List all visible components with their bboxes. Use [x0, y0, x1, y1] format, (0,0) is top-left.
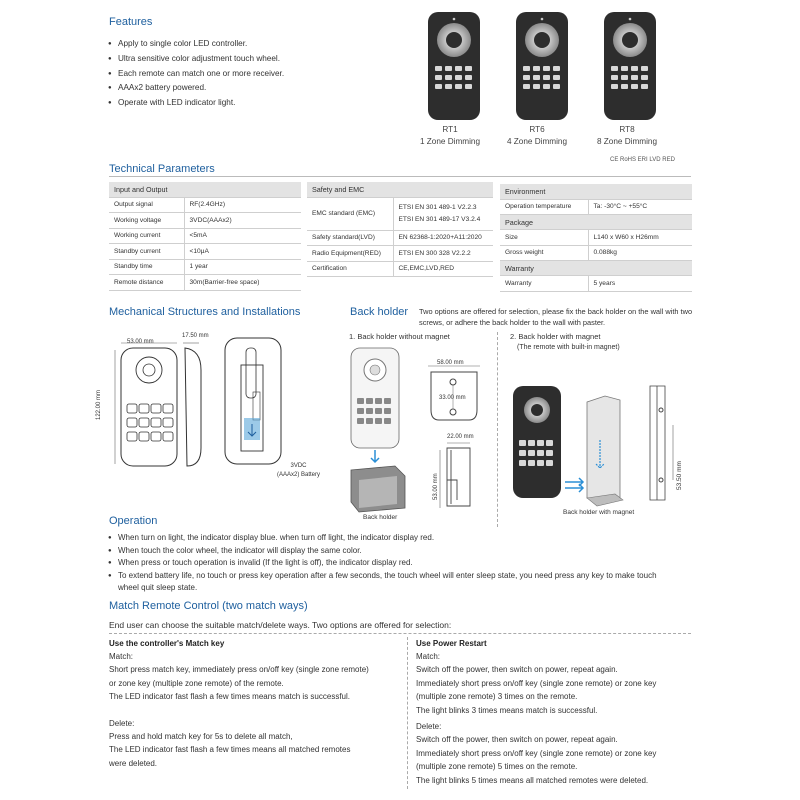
operation-item: ● When press or touch operation is invalid (If the light is off), the indicator display red. [108, 557, 698, 570]
match-right-title: Use Power Restart [416, 639, 487, 648]
match-line: Immediately short press on/off key (single zone remote) or zone key [416, 678, 657, 688]
emc-value: ETSI EN 301 489-1 V2.2.3 [398, 203, 477, 211]
match-line: Immediately short press on/off key (single zone remote) or zone key [416, 748, 657, 758]
certification-marks: CE RoHS ERI LVD RED [610, 157, 675, 163]
match-line: (multiple zone remote) 5 times on the remote. [416, 762, 578, 772]
match-line: Match: [416, 652, 441, 661]
table-row: Operation temperature Ta: -30°C ~ +55°C [500, 199, 692, 215]
match-line: were deleted. [109, 758, 158, 768]
table-row: Gross weight 0.088kg [500, 245, 692, 261]
match-line: (multiple zone remote) 3 times on the remote. [416, 692, 578, 702]
match-line: The light blinks 5 times means all matched remotes were deleted. [416, 775, 649, 785]
holder-without-magnet-drawing [345, 340, 495, 520]
back-holder-desc: Two options are offered for selection, please fix the back holder on the wall with two screws, or adhere the back holder to the wall with paster. [419, 307, 693, 327]
package-header: Package [500, 215, 692, 230]
remote-product-images [420, 10, 690, 122]
mechanical-drawing [105, 330, 305, 475]
holder-with-magnet-drawing [505, 380, 695, 510]
io-table [109, 182, 301, 291]
remote-model: RT6 [529, 125, 545, 134]
remote-rt8-image [604, 12, 656, 120]
table-row: Output signal RF(2.4GHz) [109, 197, 301, 213]
feature-item: ● Each remote can match one or more receiver. [108, 67, 408, 82]
remote-rt8-caption [582, 124, 672, 148]
match-line: Delete: [109, 718, 135, 728]
operation-list [108, 532, 698, 582]
divider [497, 332, 498, 527]
match-line: Short press match key, immediately press on/off key (single zone remote) [109, 665, 369, 675]
feature-item: ● Ultra sensitive color adjustment touch wheel. [108, 52, 408, 67]
feature-item: ● Apply to single color LED controller. [108, 37, 408, 52]
match-left-column [109, 637, 404, 770]
match-line: The LED indicator fast flash a few times means all matched remotes [109, 745, 351, 755]
holder-caption1: Back holder [363, 514, 398, 521]
remote-desc: 8 Zone Dimming [596, 137, 658, 146]
remote-model: RT1 [442, 125, 458, 134]
dim-height-label: 122.00 mm [96, 389, 102, 420]
holder-dim-a: 58.00 mm [437, 360, 464, 366]
match-left-title: Use the controller's Match key [109, 639, 225, 648]
dim-depth-label: 17.50 mm [182, 333, 209, 339]
table-row: Safety standard(LVD) EN 62368-1:2020+A11:2020 [307, 230, 493, 246]
remote-rt6-image [516, 12, 568, 120]
operation-item: ● When touch the color wheel, the indicator will display the same color. [108, 545, 698, 558]
dim-width-label: 53.00 mm [127, 339, 154, 345]
operation-item: ● To extend battery life, no touch or press key operation after a few seconds, the touch wheel will enter sleep state, you need press any key to make touch [108, 570, 698, 583]
remote-rt1-image [428, 12, 480, 120]
match-line: Press and hold match key for 5s to delete all match, [109, 732, 293, 742]
table-row: Working voltage 3VDC(AAAx2) [109, 213, 301, 229]
divider [109, 176, 691, 177]
safety-table [307, 182, 493, 277]
holder-dim-b: 33.00 mm [439, 395, 466, 401]
match-title: Match Remote Control (two match ways) [109, 600, 308, 612]
mech-title: Mechanical Structures and Installations [109, 306, 301, 318]
match-line [109, 704, 404, 717]
remote-model: RT8 [619, 125, 635, 134]
table-row: Working current <5mA [109, 228, 301, 244]
table-row: Standby time 1 year [109, 259, 301, 275]
warranty-header: Warranty [500, 261, 692, 276]
remote-desc: 4 Zone Dimming [506, 137, 568, 146]
back-holder-title: Back holder [350, 306, 409, 318]
holder-dim-d: 53.00 mm [433, 473, 439, 500]
battery-label: 3VDC (AAAx2) Battery [277, 463, 321, 478]
table-row: Standby current <10μA [109, 244, 301, 260]
env-header: Environment [500, 184, 692, 199]
match-intro: End user can choose the suitable match/delete ways. Two options are offered for selection: [109, 620, 452, 630]
holder-caption2: Back holder with magnet [563, 509, 635, 516]
match-line: The LED indicator fast flash a few times means match is successful. [109, 692, 350, 702]
environment-table [500, 184, 692, 292]
divider [109, 633, 691, 634]
holder-dim-e: 53.50 mm [676, 461, 683, 490]
match-line: The light blinks 3 times means match is successful. [416, 705, 598, 715]
table-row: Radio Equipment(RED) ETSI EN 300 328 V2.2.2 [307, 246, 493, 262]
tech-params-title: Technical Parameters [109, 163, 215, 175]
holder-option2-label: 2. Back holder with magnet [510, 332, 601, 341]
holder-option2-sub: (The remote with built-in magnet) [517, 344, 620, 351]
features-list [108, 37, 408, 111]
emc-value: ETSI EN 301 489-17 V3.2.4 [398, 215, 481, 223]
operation-continuation: wheel quit sleep state. [118, 583, 198, 592]
remote-rt6-caption [492, 124, 582, 148]
feature-item: ● AAAx2 battery powered. [108, 81, 408, 96]
feature-item: ● Operate with LED indicator light. [108, 96, 408, 111]
holder-option1-label: 1. Back holder without magnet [349, 332, 450, 341]
holder-dim-c: 22.00 mm [447, 434, 474, 440]
remote-desc: 1 Zone Dimming [419, 137, 481, 146]
io-header: Input and Output [109, 182, 301, 197]
table-row: Certification CE,EMC,LVD,RED [307, 261, 493, 277]
match-line: Match: [109, 652, 134, 661]
table-row: Remote distance 30m(Barrier-free space) [109, 275, 301, 291]
table-row: Warranty 5 years [500, 276, 692, 292]
table-row: EMC standard (EMC) ETSI EN 301 489-1 V2.2.3 ETSI EN 301 489-17 V3.2.4 [307, 197, 493, 230]
remote-rt1-caption [405, 124, 495, 148]
safety-header: Safety and EMC [307, 182, 493, 197]
table-row: Size L140 x W60 x H26mm [500, 230, 692, 246]
match-line: Switch off the power, then switch on power, repeat again. [416, 735, 618, 745]
match-line: Delete: [416, 722, 442, 732]
operation-title: Operation [109, 515, 158, 527]
features-title: Features [109, 16, 153, 28]
match-line: Switch off the power, then switch on power, repeat again. [416, 665, 618, 675]
match-line: or zone key (multiple zone remote) of the remote. [109, 678, 284, 688]
match-right-column [416, 637, 701, 787]
operation-item: ● When turn on light, the indicator display blue. when turn off light, the indicator display red. [108, 532, 698, 545]
divider [407, 637, 408, 789]
